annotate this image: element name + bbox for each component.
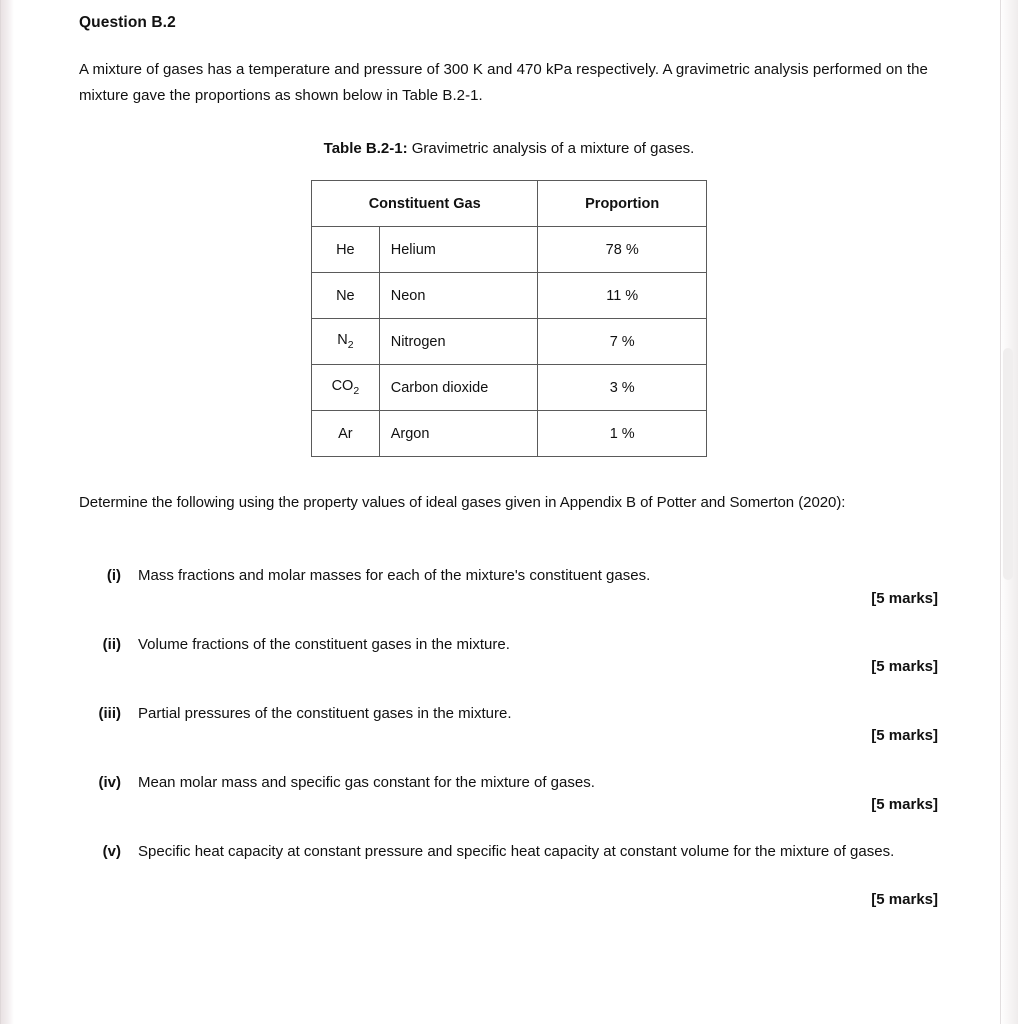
table-caption-text: Gravimetric analysis of a mixture of gases. bbox=[407, 140, 695, 157]
item-marker: (iv) bbox=[98, 774, 121, 791]
item-marker: (iii) bbox=[98, 705, 121, 722]
table-row bbox=[312, 227, 707, 273]
cell-proportion: 1 % bbox=[538, 411, 707, 457]
symbol-base: He bbox=[336, 241, 355, 258]
item-text: Specific heat capacity at constant pressure and specific heat capacity at constant volume for the mixture of gases. bbox=[138, 843, 895, 860]
cell-gas-name: Neon bbox=[379, 273, 538, 319]
symbol-base: CO bbox=[331, 378, 354, 395]
cell-symbol bbox=[312, 365, 380, 411]
symbol-subscript: 2 bbox=[347, 339, 354, 351]
item-marks-ii: [5 marks] bbox=[871, 658, 938, 675]
question-item-ii bbox=[79, 632, 939, 658]
symbol-base: Ne bbox=[336, 287, 355, 304]
table-caption bbox=[0, 140, 1018, 157]
cell-proportion: 7 % bbox=[538, 319, 707, 365]
item-marker: (ii) bbox=[102, 636, 121, 653]
cell-symbol bbox=[312, 319, 380, 365]
cell-symbol bbox=[312, 273, 380, 319]
question-item-i bbox=[79, 563, 939, 589]
symbol-subscript: 2 bbox=[353, 385, 360, 397]
table-row bbox=[312, 411, 707, 457]
header-constituent-gas: Constituent Gas bbox=[312, 181, 538, 227]
table-header-row bbox=[312, 181, 707, 227]
cell-symbol bbox=[312, 227, 380, 273]
table-row bbox=[312, 273, 707, 319]
item-text: Mass fractions and molar masses for each of the mixture's constituent gases. bbox=[138, 567, 651, 584]
cell-proportion: 11 % bbox=[538, 273, 707, 319]
item-marks-iv: [5 marks] bbox=[871, 796, 938, 813]
question-item-iv bbox=[79, 770, 939, 796]
cell-proportion: 78 % bbox=[538, 227, 707, 273]
item-marks-i: [5 marks] bbox=[871, 590, 938, 607]
header-proportion: Proportion bbox=[538, 181, 707, 227]
gravimetric-analysis-table bbox=[311, 180, 707, 457]
item-marks-v: [5 marks] bbox=[871, 891, 938, 908]
cell-gas-name: Carbon dioxide bbox=[379, 365, 538, 411]
item-marker: (i) bbox=[106, 567, 121, 584]
symbol-base: Ar bbox=[338, 425, 353, 442]
table-body bbox=[312, 227, 707, 457]
cell-gas-name: Helium bbox=[379, 227, 538, 273]
question-item-v bbox=[79, 839, 939, 865]
determine-instruction: Determine the following using the property values of ideal gases given in Appendix B of Potter and Somerton (2020): bbox=[79, 494, 846, 511]
item-text: Volume fractions of the constituent gases in the mixture. bbox=[138, 636, 510, 653]
symbol-base: N bbox=[337, 332, 348, 349]
question-item-iii bbox=[79, 701, 939, 727]
intro-paragraph: A mixture of gases has a temperature and pressure of 300 K and 470 kPa respectively. A gravimetric analysis performed on the mixture gave the proportions as shown below in Table B.2-1. bbox=[79, 61, 928, 104]
cell-gas-name: Nitrogen bbox=[379, 319, 538, 365]
table-row bbox=[312, 319, 707, 365]
page-title: Question B.2 bbox=[79, 14, 176, 31]
cell-gas-name: Argon bbox=[379, 411, 538, 457]
cell-symbol bbox=[312, 411, 380, 457]
table-caption-label: Table B.2-1: bbox=[323, 140, 408, 157]
item-marks-iii: [5 marks] bbox=[871, 727, 938, 744]
table-row bbox=[312, 365, 707, 411]
item-text: Partial pressures of the constituent gases in the mixture. bbox=[138, 705, 512, 722]
cell-proportion: 3 % bbox=[538, 365, 707, 411]
item-text: Mean molar mass and specific gas constant for the mixture of gases. bbox=[138, 774, 595, 791]
item-marker: (v) bbox=[102, 843, 121, 860]
